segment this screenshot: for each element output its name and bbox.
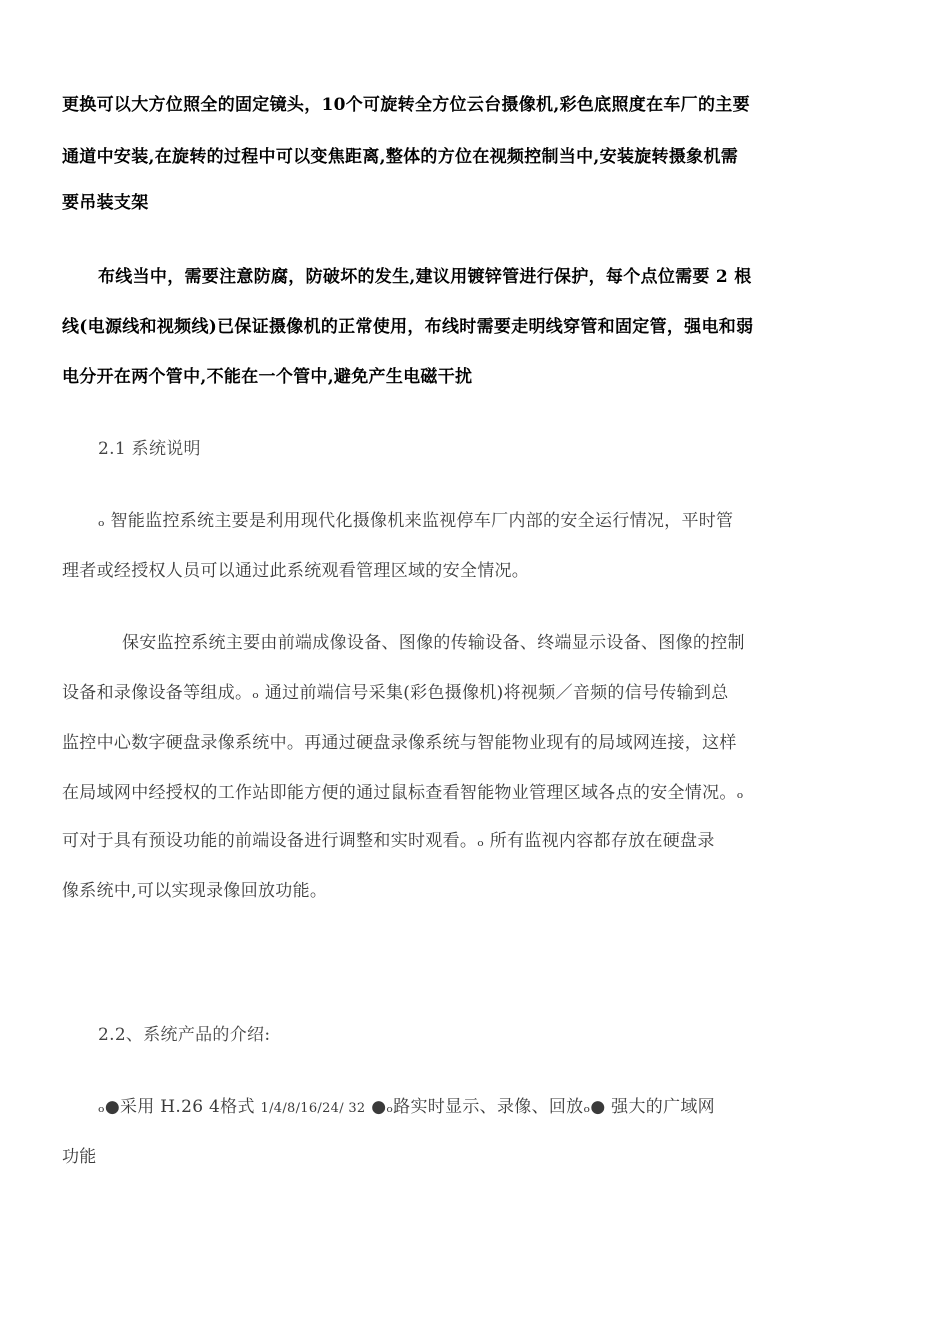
wiring-line-2: 线(电源线和视频线)已保证摄像机的正常使用，布线时需要走明线穿管和固定管，强电和弱 xyxy=(62,317,754,337)
composition-line-5: 可对于具有预设功能的前端设备进行调整和实时观看。ₒ 所有监视内容都存放在硬盘录 xyxy=(62,831,715,851)
features-line-1 xyxy=(98,1092,715,1117)
features-format: ₒ●采用 H.26 4格式 xyxy=(98,1097,255,1117)
intro-line-1: 更换可以大方位照全的固定镜头，10个可旋转全方位云台摄像机,彩色底照度在车厂的主要 xyxy=(62,95,750,115)
composition-line-1: 保安监控系统主要由前端成像设备、图像的传输设备、终端显示设备、图像的控制 xyxy=(122,633,745,653)
intro-line-3: 要吊装支架 xyxy=(62,193,149,213)
wiring-line-1: 布线当中，需要注意防腐，防破坏的发生,建议用镀锌管进行保护，每个点位需要 2 根 xyxy=(98,267,752,287)
features-channel-counts: 1/4/8/16/24/ 32 xyxy=(260,1101,366,1116)
section-2-1-heading: 2.1 系统说明 xyxy=(98,439,201,459)
system-desc-line-2: 理者或经授权人员可以通过此系统观看管理区域的安全情况。 xyxy=(62,561,530,581)
composition-line-3: 监控中心数字硬盘录像系统中。再通过硬盘录像系统与智能物业现有的局域网连接，这样 xyxy=(62,733,737,753)
section-2-2-heading: 2.2、系统产品的介绍: xyxy=(98,1025,271,1045)
system-desc-line-1: ₒ 智能监控系统主要是利用现代化摄像机来监视停车厂内部的安全运行情况，平时管 xyxy=(98,511,734,531)
features-capabilities: ●ₒ路实时显示、录像、回放ₒ● 强大的广域网 xyxy=(371,1097,715,1117)
composition-line-4: 在局域网中经授权的工作站即能方便的通过鼠标查看智能物业管理区域各点的安全情况。ₒ xyxy=(62,783,744,803)
composition-line-6: 像系统中,可以实现录像回放功能。 xyxy=(62,881,328,901)
wiring-line-3: 电分开在两个管中,不能在一个管中,避免产生电磁干扰 xyxy=(62,367,473,387)
composition-line-2: 设备和录像设备等组成。ₒ 通过前端信号采集(彩色摄像机)将视频／音频的信号传输到总 xyxy=(62,683,729,703)
features-line-2: 功能 xyxy=(62,1147,97,1167)
intro-line-2: 通道中安装,在旋转的过程中可以变焦距离,整体的方位在视频控制当中,安装旋转摄象机需 xyxy=(62,147,739,167)
